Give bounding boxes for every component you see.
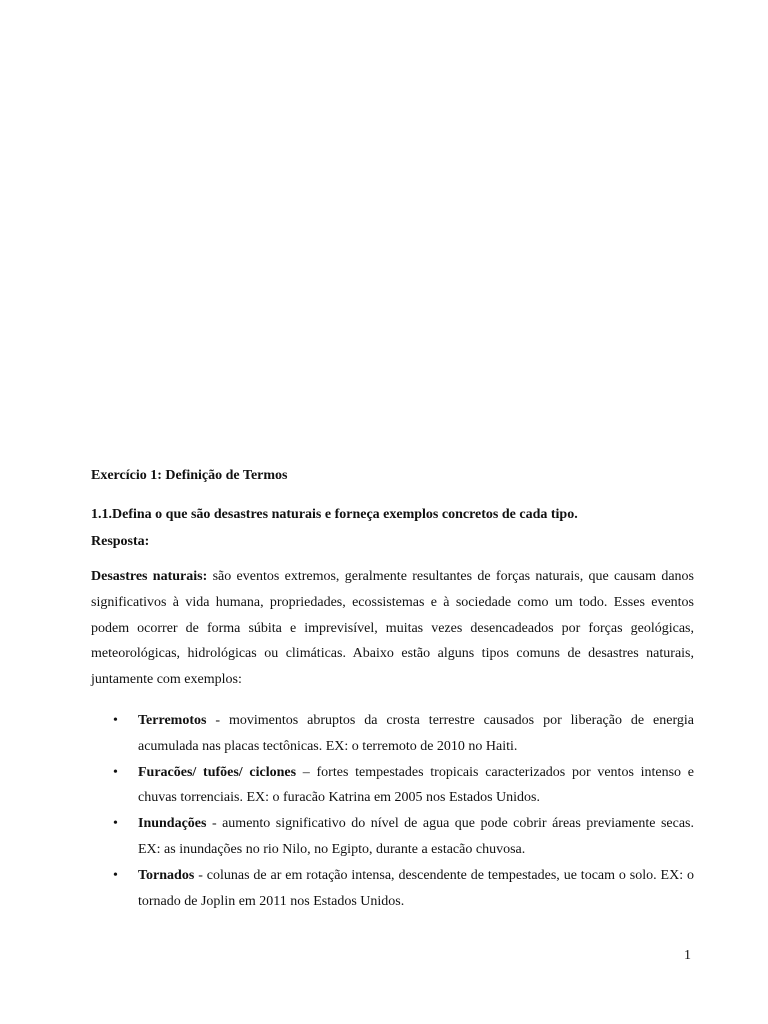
list-item	[91, 863, 694, 915]
bullet-icon: •	[113, 764, 118, 780]
item-text: - movimentos abruptos da crosta terrestre causados por liberação de energia acumulada nas placas tectônicas. EX: o terremoto de 2010 no Haiti.	[138, 712, 694, 754]
question-text: 1.1.Defina o que são desastres naturais e forneça exemplos concretos de cada tipo.	[91, 507, 578, 522]
intro-text: são eventos extremos, geralmente resultantes de forças naturais, que causam danos significativos à vida humana, propriedades, ecossistemas e à sociedade como um todo. Esses eventos podem ocorrer de forma súbita e imprevisível, muitas vezes desencadeados por forças geológicas, meteorológicas, hidrológicas ou climáticas. Abaixo estão alguns tipos comuns de desastres naturais, juntamente com exemplos:	[91, 569, 694, 688]
item-term: Tornados	[138, 867, 195, 883]
exercise-title: Exercício 1: Definição de Termos	[91, 468, 288, 483]
item-term: Furacões/ tufões/ ciclones	[138, 764, 297, 780]
item-term: Inundações	[138, 816, 207, 832]
page-content	[91, 466, 694, 914]
answer-label: Resposta:	[91, 534, 150, 549]
bullet-icon: •	[113, 867, 118, 883]
item-term: Terremotos	[138, 712, 207, 728]
intro-term: Desastres naturais:	[91, 569, 208, 584]
item-text: – fortes tempestades tropicais caracterizados por ventos intenso e chuvas torrenciais. EX: o furacão Katrina em 2005 nos Estados Unidos.	[138, 764, 694, 806]
list-item	[91, 811, 694, 863]
bullet-icon: •	[113, 712, 118, 728]
list-item	[91, 760, 694, 812]
item-text: - colunas de ar em rotação intensa, descendente de tempestades, ue tocam o solo. EX: o tornado de Joplin em 2011 nos Estados Unidos.	[138, 867, 694, 909]
intro-paragraph	[91, 564, 694, 693]
list-item	[91, 708, 694, 760]
page-number: 1	[684, 948, 691, 963]
bullet-icon: •	[113, 816, 118, 832]
disaster-list	[91, 708, 694, 914]
item-text: - aumento significativo do nível de agua que pode cobrir áreas previamente secas. EX: as inundações no rio Nilo, no Egipto, durante a estacão chuvosa.	[138, 816, 694, 857]
